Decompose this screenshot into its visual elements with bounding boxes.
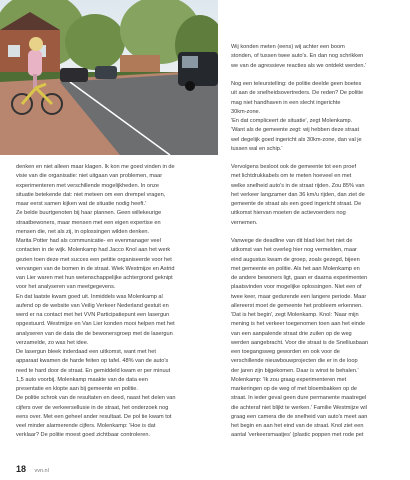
text-line: reed te hard door de straat. En gemiddeld kwam er per minuut bbox=[16, 367, 171, 374]
text-line: graag een camera die de snelheid van auto's meet aan bbox=[231, 413, 368, 420]
text-line: welke snelheid auto's in de straat rijden. Zou 85% van bbox=[231, 182, 365, 189]
text-line: uitkomst hiervan moeten de actievoerders nog bbox=[231, 210, 346, 217]
paragraph-gap bbox=[231, 228, 401, 237]
text-line: werd er na contact met het VVN Participatiepunt een lasergun bbox=[16, 312, 170, 318]
text-line: visie van die organisatie: niet uitgaan van problemen, maar bbox=[16, 173, 163, 180]
street-photo bbox=[0, 0, 218, 155]
text-line: verzamelde, zo was het idee. bbox=[16, 339, 89, 346]
text-line: mening is het verkeer toegenomen toen aan het einde bbox=[231, 321, 366, 328]
text-line: analyseren van de data die de bewonersgroep met de lasergun bbox=[16, 330, 173, 337]
text-line: van een aanpalende straat drie zuilen op de weg bbox=[231, 330, 352, 337]
magazine-name: vvn.nl bbox=[34, 468, 49, 474]
right-column bbox=[231, 163, 401, 441]
text-line: een toegangsweg geworden en ook voor de bbox=[231, 349, 340, 355]
text-line: straatbewoners, maar mensen met een eigen expertise en bbox=[16, 219, 161, 226]
text-line: aufend op de website van Veilig Verkeer Nederland gestuit en bbox=[16, 302, 169, 309]
text-line: Vervolgens besloot ook de gemeente tot een proef bbox=[231, 164, 357, 170]
text-line: denken en niet alleen maar klagen. Ik kon me goed vinden in de bbox=[16, 164, 175, 170]
text-line: mensen die, net als zij, in oplossingen wilden denken. bbox=[16, 228, 150, 235]
text-line: vernemen. bbox=[231, 219, 258, 226]
text-line: De politie schrok van de resultaten en deed, naast het delen van bbox=[16, 395, 176, 402]
text-line: eind augustus kwam de groep, zoals gezegd, bijeen bbox=[231, 256, 360, 263]
text-line: experimenteren met verschillende mogelijkheden. In onze bbox=[16, 182, 160, 189]
text-line: 30km-zone. bbox=[231, 108, 261, 115]
text-line: stonden, of tussen twee auto's. En dan nog schrikken bbox=[231, 53, 364, 60]
text-line: wel degelijk goed ingericht als 30km-zone, dan val je bbox=[231, 136, 362, 143]
page-number: 18 bbox=[16, 464, 27, 474]
text-line: tussen wal en schip.' bbox=[231, 145, 283, 152]
text-line: verschillende nieuwbouwprojecten die er in de loop bbox=[231, 358, 358, 365]
paragraph-gap bbox=[231, 71, 401, 80]
photo-illustration bbox=[0, 0, 218, 155]
text-line: met gemeente en politie. Als het aan Molenkamp en bbox=[231, 265, 360, 272]
top-right-text bbox=[231, 43, 401, 154]
text-line: En dat laatste kwam goed uit. Inmiddels was Molenkamp al bbox=[16, 293, 163, 300]
text-line: apparaat kwamen de harde feiten op tafel. 48% van de auto's bbox=[16, 358, 169, 365]
text-line: markeringen op de weg of met bloembakken op de bbox=[231, 386, 357, 392]
text-line: voor het analyseren van meetgegevens. bbox=[16, 284, 116, 291]
text-line: werden aangebracht. Voor die straat is de Snelliusbaan bbox=[231, 339, 369, 346]
text-line: Vanwege de deadline van dit blad kiet het niet de bbox=[231, 238, 353, 244]
text-line: maar eerst samen kijken wat de situatie nodig heeft.' bbox=[16, 201, 147, 207]
text-line: de andere bewoners ligt, gaan er daarna experimenten bbox=[231, 275, 368, 281]
text-line: der jaren zijn bijgekomen. Daar is winst te behalen.' bbox=[231, 367, 359, 374]
text-line: De lasergun bleek inderdaad een uitkomst, want met het bbox=[16, 349, 156, 355]
text-line: met lichtdrukkabels om te meten hoeveel en met bbox=[231, 173, 352, 180]
text-line: twee keer, maar gedurende een langere periode. Maar bbox=[231, 293, 367, 300]
page-footer bbox=[16, 459, 216, 473]
text-line: het begin en aan het eind van de straat. Knol ziet een bbox=[231, 423, 364, 429]
text-line: presentatie en klopte aan bij gemeente en politie. bbox=[16, 386, 138, 392]
text-line: Wij konden meten (eens) wij achter een boom bbox=[231, 44, 345, 50]
text-line: 'En dat compliceert de situatie', zegt Molenkamp. bbox=[231, 118, 353, 124]
text-line: veel minder alarmerende cijfers. Molenkamp: 'Hoe is dat bbox=[16, 423, 156, 429]
text-line: 'Want als de gemeente zegt: wij hebben deze straat bbox=[231, 127, 360, 134]
text-line: contacten in de wijk. Molenkamp had Jacco Knol aan het werk bbox=[16, 247, 171, 254]
text-line: allereerst moet de gemeente het probleem erkennen. bbox=[231, 302, 363, 309]
text-line: verklaar? De politie moest goed zichtbaar controleren. bbox=[16, 432, 151, 439]
text-line: gezien toen deze met succes een petitie organiseerde voor het bbox=[16, 256, 172, 263]
text-line: straat. In ieder geval geen dure permanente maatregel bbox=[231, 395, 367, 402]
text-line: Nog een teleurstelling: de politie deelde geen boetes bbox=[231, 81, 362, 87]
text-line: we van de agressieve reacties als we ontdekt werden.' bbox=[231, 62, 367, 69]
text-line: 'Dat is het begin', zegt Molenkamp. Knol: 'Naar mijn bbox=[231, 312, 359, 318]
left-column bbox=[16, 163, 208, 441]
text-line: mag niet handhaven in een slecht ingerichte bbox=[231, 99, 341, 106]
text-line: 1,5 auto voorbij. Molenkamp maakte van de data een bbox=[16, 376, 148, 383]
text-line: gemeente de straat als een goed ingericht straat. De bbox=[231, 201, 362, 207]
text-line: uit aan de snelheidsovertreders. De reden? De politie bbox=[231, 90, 364, 97]
text-line: Ze belde buurtgenoten bij haar plannen. Geen willekeurige bbox=[16, 210, 162, 217]
text-line: Molenkamp: 'Ik zou graag experimenteren met bbox=[231, 376, 347, 383]
text-line: eens over. Met een geheel ander resultaat. De pol tie kwam tot bbox=[16, 413, 172, 420]
text-line: het verkeer langzamer dan 36 km/u rijden, dan ziet de bbox=[231, 191, 365, 198]
text-line: Marita Potter had als communicatie- en evenmanager veel bbox=[16, 238, 161, 244]
text-line: cijfers over de verkeersellusie in de straat, het onderzoek nog bbox=[16, 404, 169, 411]
text-line: opgestuurd. Westmijze en Van Lier konden mooi helpen met het bbox=[16, 321, 175, 328]
text-line: situatie betekende dat: niet meteen om een drempel vragen, bbox=[16, 191, 166, 198]
text-line: die achteraf niet blijkt te werken.' Familie Westmijze wil bbox=[231, 404, 367, 411]
text-line: uitkomst van het overleg hier nog vermelden, maar bbox=[231, 247, 357, 254]
text-line: van Lier waren met hun wetenschappelijke achtergrond geknipt bbox=[16, 275, 173, 281]
text-line: aantal 'verkeersmaatjes' (plastic poppen met rode pet bbox=[231, 432, 364, 439]
text-line: vervangen van de bomen in de straat. Wiek Westmijze en Astrid bbox=[16, 265, 175, 272]
text-line: plaatsvinden voor mogelijke oplossingen. Niet een of bbox=[231, 284, 362, 291]
